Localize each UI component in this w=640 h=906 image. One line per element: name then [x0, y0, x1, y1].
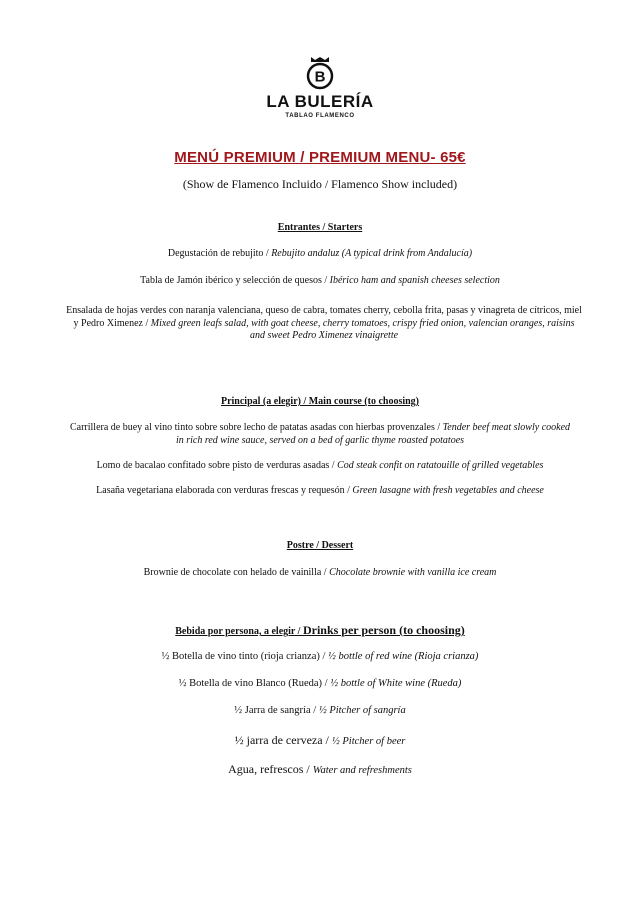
item-spanish: Ensalada de hojas verdes con naranja valenciana, queso de cabra, tomates cherry, cebolla frita, pasas y vinagreta de cítricos, miel y Pedro Ximenez /	[66, 305, 582, 329]
item-english: Water and refreshments	[312, 765, 412, 776]
drink-item	[0, 733, 640, 748]
item-spanish: Degustación de rebujito /	[167, 248, 272, 259]
monogram-letter: B	[314, 68, 326, 86]
item-spanish: Carrillera de buey al vino tinto sobre sobre lecho de patatas asadas con hierbas provenzales /	[69, 422, 443, 433]
menu-item	[40, 485, 600, 498]
item-english: Chocolate brownie with vanilla ice cream	[329, 567, 497, 578]
drink-item	[0, 705, 640, 716]
item-english: Cod steak confit on ratatouille of grilled vegetables	[337, 460, 544, 471]
item-spanish: Tabla de Jamón ibérico y selección de quesos /	[140, 275, 330, 286]
item-english: Mixed green leafs salad, with goat cheese, cherry tomatoes, crispy fried onion, valencian oranges, raisins and sweet Pedro Ximenez vinaigrette	[150, 317, 575, 341]
menu-title: MENÚ PREMIUM / PREMIUM MENU- 65€	[174, 149, 466, 166]
item-english: Rebujito andaluz (A typical drink from Andalucía)	[271, 248, 473, 259]
item-english: ½ bottle of White wine (Rueda)	[330, 678, 462, 689]
drink-item	[0, 678, 640, 689]
menu-item	[66, 305, 582, 343]
drink-item	[0, 651, 640, 662]
item-spanish: ½ Botella de vino Blanco (Rueda) /	[178, 678, 331, 689]
drinks-heading	[0, 623, 640, 638]
item-spanish: ½ jarra de cerveza /	[234, 733, 332, 747]
menu-item	[68, 248, 572, 261]
menu-subtitle: (Show de Flamenco Incluido / Flamenco Show included)	[182, 177, 458, 191]
monogram-emblem	[303, 56, 337, 90]
menu-item	[68, 422, 572, 447]
brand-tagline: TABLAO FLAMENCO	[285, 113, 355, 119]
drink-item	[0, 762, 640, 777]
menu-item	[40, 460, 600, 473]
item-spanish: ½ Botella de vino tinto (rioja crianza) /	[161, 651, 329, 662]
item-english: ½ Pitcher of beer	[331, 736, 406, 747]
item-spanish: Brownie de chocolate con helado de vainilla /	[143, 567, 330, 578]
brand-logo	[0, 56, 640, 119]
main-heading: Principal (a elegir) / Main course (to choosing)	[220, 396, 420, 407]
item-english: Ibérico ham and spanish cheeses selection	[329, 275, 500, 286]
menu-item	[68, 275, 572, 288]
menu-item	[68, 567, 572, 580]
brand-name: LA BULERÍA	[266, 92, 374, 111]
item-spanish: Lomo de bacalao confitado sobre pisto de verduras asadas /	[96, 460, 338, 471]
item-spanish: ½ Jarra de sangría /	[234, 705, 319, 716]
starters-heading: Entrantes / Starters	[277, 222, 363, 233]
drinks-heading-en: Drinks per person (to choosing)	[302, 623, 465, 637]
dessert-heading: Postre / Dessert	[286, 540, 354, 551]
item-english: Tender beef meat slowly cooked in rich red wine sauce, served on a bed of garlic thyme roasted potatoes	[175, 422, 571, 446]
drinks-heading-es: Bebida por persona, a elegir /	[175, 626, 303, 637]
item-english: ½ bottle of red wine (Rioja crianza)	[328, 651, 479, 662]
item-spanish: Agua, refrescos /	[228, 762, 313, 776]
item-english: ½ Pitcher of sangría	[318, 705, 406, 716]
item-spanish: Lasaña vegetariana elaborada con verduras frescas y requesón /	[96, 485, 353, 496]
item-english: Green lasagne with fresh vegetables and cheese	[352, 485, 544, 496]
